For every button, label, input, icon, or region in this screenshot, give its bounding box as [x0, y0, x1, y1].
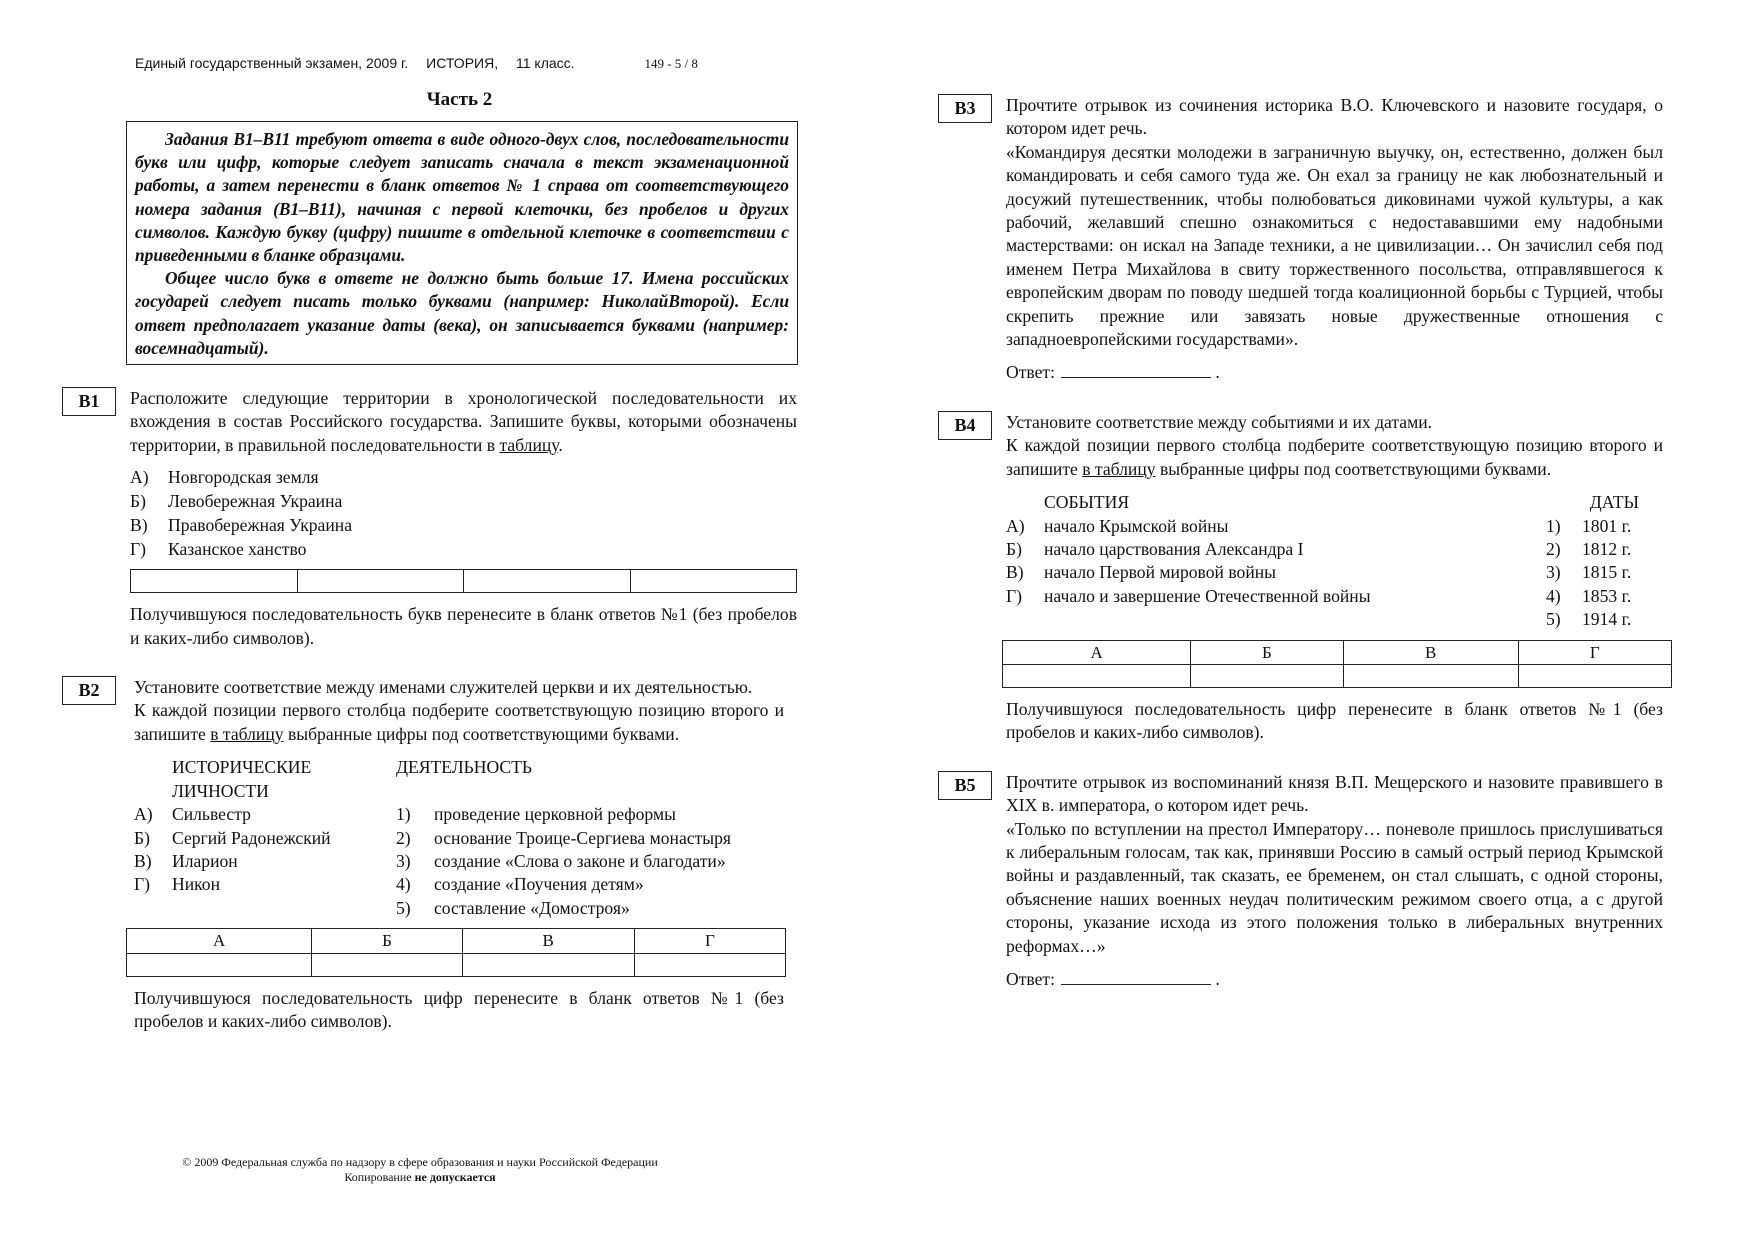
task-text: Расположите следующие территории в хронологической последовательности их вхождения в состав Российского государства. Запишите буквы, которыми обозначены территории, в правильной последовательности в таблицу. — [130, 388, 797, 455]
column-2-header: ДЕЯТЕЛЬНОСТЬ — [396, 757, 532, 778]
answer-cell[interactable] — [131, 570, 298, 593]
answer-cell[interactable] — [1518, 664, 1671, 687]
matching-rows — [134, 803, 784, 920]
answer-cell[interactable] — [1003, 664, 1191, 687]
answer-cell[interactable] — [127, 953, 312, 976]
footer — [115, 1155, 725, 1185]
answer-cell[interactable] — [1343, 664, 1518, 687]
list-item: Б) Левобережная Украина — [130, 491, 343, 512]
instructions-box — [126, 121, 798, 365]
table-row: Г) начало и завершение Отечественной войны 4) 1853 г. — [1006, 585, 1632, 606]
task-label: В4 — [938, 411, 992, 440]
answer-line: Ответ: . — [1006, 969, 1220, 989]
list-item: Г) Казанское ханство — [130, 539, 307, 560]
column-header: Г — [1518, 640, 1671, 664]
answer-cell[interactable] — [634, 953, 785, 976]
table-row: Г) Никон 4) создание «Поучения детям» — [134, 874, 644, 895]
answer-line: Ответ: . — [1006, 362, 1220, 383]
answer-table — [1002, 640, 1672, 688]
column-1-header: ИСТОРИЧЕСКИЕ ЛИЧНОСТИ — [172, 757, 312, 801]
part-title: Часть 2 — [426, 89, 493, 110]
options-list — [130, 465, 797, 561]
right-column — [938, 88, 1663, 991]
exam-title: Единый государственный экзамен, 2009 г. — [135, 55, 409, 71]
list-item: В) Правобережная Украина — [130, 515, 353, 536]
task-label: В5 — [938, 771, 992, 800]
task-intro: Установите соответствие между событиями и их датами. — [1006, 411, 1433, 432]
answer-cell[interactable] — [462, 953, 634, 976]
column-header: Г — [634, 929, 785, 953]
task-label: В1 — [62, 387, 116, 416]
column-header: В — [1343, 640, 1518, 664]
grade: 11 класс. — [515, 55, 575, 71]
left-column — [62, 55, 797, 1033]
table-row: А) Сильвестр 1) проведение церковной реформы — [134, 804, 676, 825]
quote-text: «Командируя десятки молодежи в заграничную выучку, он, естественно, должен был командировать и себя самого туда же. Он ехал за границу не как любознательный и досужий путешественник, чтобы полюбоваться диковинами чужой культуры, а как рабочий, желавший спешно ознакомиться с недостававшими ему надобными мастерствами: он искал на Западе техники, а не цивилизации… Он зачислил себя под именем Петра Михайлова в свиту торжественного посольства, отправлявшегося к европейским дворам по поводу шедшей тогда коалиционной борьбы с Турцией, чтобы скрепить прежние или завязать новые дружественные отношения с западноевропейскими государствами». — [1006, 141, 1663, 350]
subject: ИСТОРИЯ, — [426, 55, 499, 71]
task-label: В2 — [62, 676, 116, 705]
answer-cell[interactable] — [297, 570, 464, 593]
transfer-note: Получившуюся последовательность цифр перенесите в бланк ответов №1 (без пробелов и каких-либо символов). — [134, 987, 784, 1031]
column-1-header: СОБЫТИЯ — [1044, 492, 1130, 513]
task-intro: Прочтите отрывок из воспоминаний князя В.П. Мещерского и назовите правившего в XIX в. императора, о котором идет речь. — [1006, 771, 1663, 816]
task-b1 — [62, 387, 797, 650]
quote-text: «Только по вступлении на престол Императору… поневоле пришлось прислушиваться к либеральным голосам, так как, принявши Россию в самый острый период Крымской войны и раздавленный, так сказать, ее бременем, он стал слышать, с одной стороны, объяснение наших военных неудач политическим режимом своего отца, а с другой стороны, указание исхода из этого положения только в либеральных внутренних реформах…» — [1006, 818, 1663, 956]
instructions-paragraph-2: Общее число букв в ответе не должно быть больше 17. Имена российских государей следует писать только буквами (например: НиколайВторой). Если ответ предполагает указание даты (века), он записывается буквами (например: восемнадцатый). — [135, 268, 789, 358]
page-header — [135, 55, 797, 81]
answer-cell[interactable] — [464, 570, 631, 593]
table-row: В) Иларион 3) создание «Слова о законе и благодати» — [134, 850, 726, 871]
answer-table — [126, 928, 786, 976]
table-row: 5) 1914 г. — [1546, 609, 1632, 630]
column-header: А — [1003, 640, 1191, 664]
matching-rows — [1006, 515, 1663, 632]
task-instruction: К каждой позиции первого столбца подберите соответствующую позицию второго и запишите в таблицу выбранные цифры под соответствующими буквами. — [134, 700, 784, 744]
copyright: © 2009 Федеральная служба по надзору в сфере образования и науки Российской Федерации — [182, 1155, 658, 1169]
answer-field[interactable] — [1061, 361, 1211, 378]
task-b2 — [62, 676, 797, 1033]
instructions-paragraph-1: Задания В1–В11 требуют ответа в виде одного-двух слов, последовательности букв или цифр, которые следует записать сначала в текст экзаменационной работы, а затем перенести в бланк ответов № 1 справа от соответствующего номера задания (В1–В11), начиная с первой клеточки, без пробелов и других символов. Каждую букву (цифру) пишите в отдельной клеточке в соответствии с приведенными в бланке образцами. — [135, 129, 789, 266]
answer-field[interactable] — [1061, 968, 1211, 985]
task-intro: Прочтите отрывок из сочинения историка В.О. Ключевского и назовите государя, о котором идет речь. — [1006, 95, 1663, 139]
answer-table — [130, 569, 797, 593]
table-row: А) начало Крымской войны 1) 1801 г. — [1006, 515, 1632, 536]
task-instruction: К каждой позиции первого столбца подберите соответствующую позицию второго и запишите в таблицу выбранные цифры под соответствующими буквами. — [1006, 435, 1663, 479]
task-label: В3 — [938, 94, 992, 123]
task-intro: Установите соответствие между именами служителей церкви и их деятельностью. — [134, 677, 753, 698]
matching-header — [134, 756, 784, 803]
table-row: Б) начало царствования Александра I 2) 1812 г. — [1006, 538, 1632, 559]
column-header: В — [462, 929, 634, 953]
matching-header — [1006, 491, 1663, 514]
table-row: Б) Сергий Радонежский 2) основание Троице-Сергиева монастыря — [134, 827, 731, 848]
page-number: 149 - 5 / 8 — [644, 56, 698, 71]
task-b4 — [938, 411, 1663, 745]
column-header: Б — [1191, 640, 1344, 664]
task-b3 — [938, 94, 1663, 385]
list-item: А) Новгородская земля — [130, 467, 319, 488]
task-b5 — [938, 771, 1663, 992]
column-header: Б — [312, 929, 462, 953]
column-header: А — [127, 929, 312, 953]
column-2-header: ДАТЫ — [1589, 492, 1639, 513]
answer-cell[interactable] — [630, 570, 797, 593]
copy-notice: Копирование не допускается — [344, 1170, 496, 1184]
answer-cell[interactable] — [1191, 664, 1344, 687]
table-row: 5) составление «Домостроя» — [396, 897, 630, 918]
transfer-note: Получившуюся последовательность цифр перенесите в бланк ответов №1 (без пробелов и каких-либо символов). — [1006, 698, 1663, 743]
table-row: В) начало Первой мировой войны 3) 1815 г. — [1006, 562, 1632, 583]
answer-cell[interactable] — [312, 953, 462, 976]
transfer-note: Получившуюся последовательность букв перенесите в бланк ответов №1 (без пробелов и каких-либо символов). — [130, 604, 797, 648]
